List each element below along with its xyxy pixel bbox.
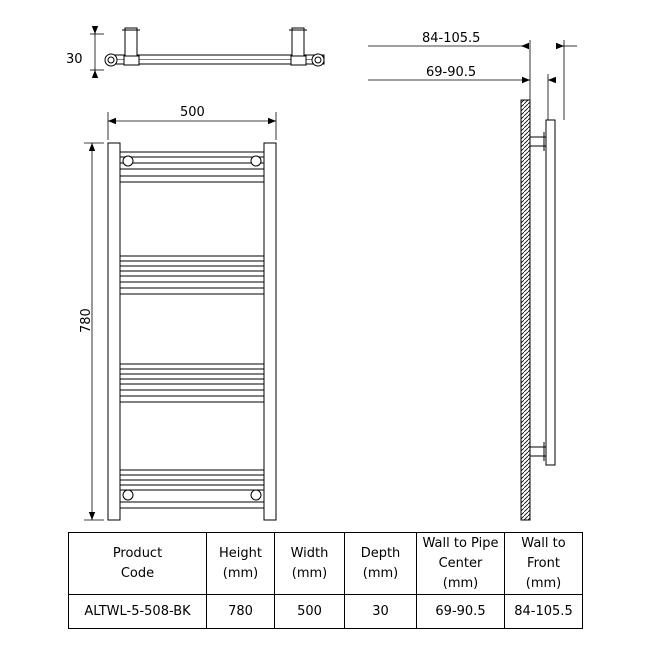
cell-height: 780	[207, 595, 275, 629]
specification-table	[68, 532, 583, 629]
header-wall-to-pipe-center: Wall to Pipe Center (mm)	[417, 533, 505, 595]
header-product-code: Product Code	[69, 533, 207, 595]
top-view	[90, 28, 324, 76]
header-wall-to-front: Wall to Front (mm)	[505, 533, 583, 595]
side-view	[368, 40, 577, 520]
cell-wall-to-pipe-center: 69-90.5	[417, 595, 505, 629]
wall-to-pipe-center-label: 69-90.5	[426, 65, 477, 80]
cell-wall-to-front: 84-105.5	[505, 595, 583, 629]
header-height: Height (mm)	[207, 533, 275, 595]
cell-product-code: ALTWL-5-508-BK	[69, 595, 207, 629]
width-dimension-label: 500	[180, 105, 205, 120]
header-width: Width (mm)	[275, 533, 345, 595]
height-dimension-label: 780	[79, 308, 94, 333]
table-header-row	[69, 533, 583, 595]
table-row	[69, 595, 583, 629]
wall-to-front-label: 84-105.5	[422, 31, 481, 46]
wall-hatch	[521, 100, 530, 520]
header-depth: Depth (mm)	[345, 533, 417, 595]
depth-dimension-label: 30	[66, 52, 83, 67]
cell-depth: 30	[345, 595, 417, 629]
cell-width: 500	[275, 595, 345, 629]
front-view	[84, 112, 276, 520]
